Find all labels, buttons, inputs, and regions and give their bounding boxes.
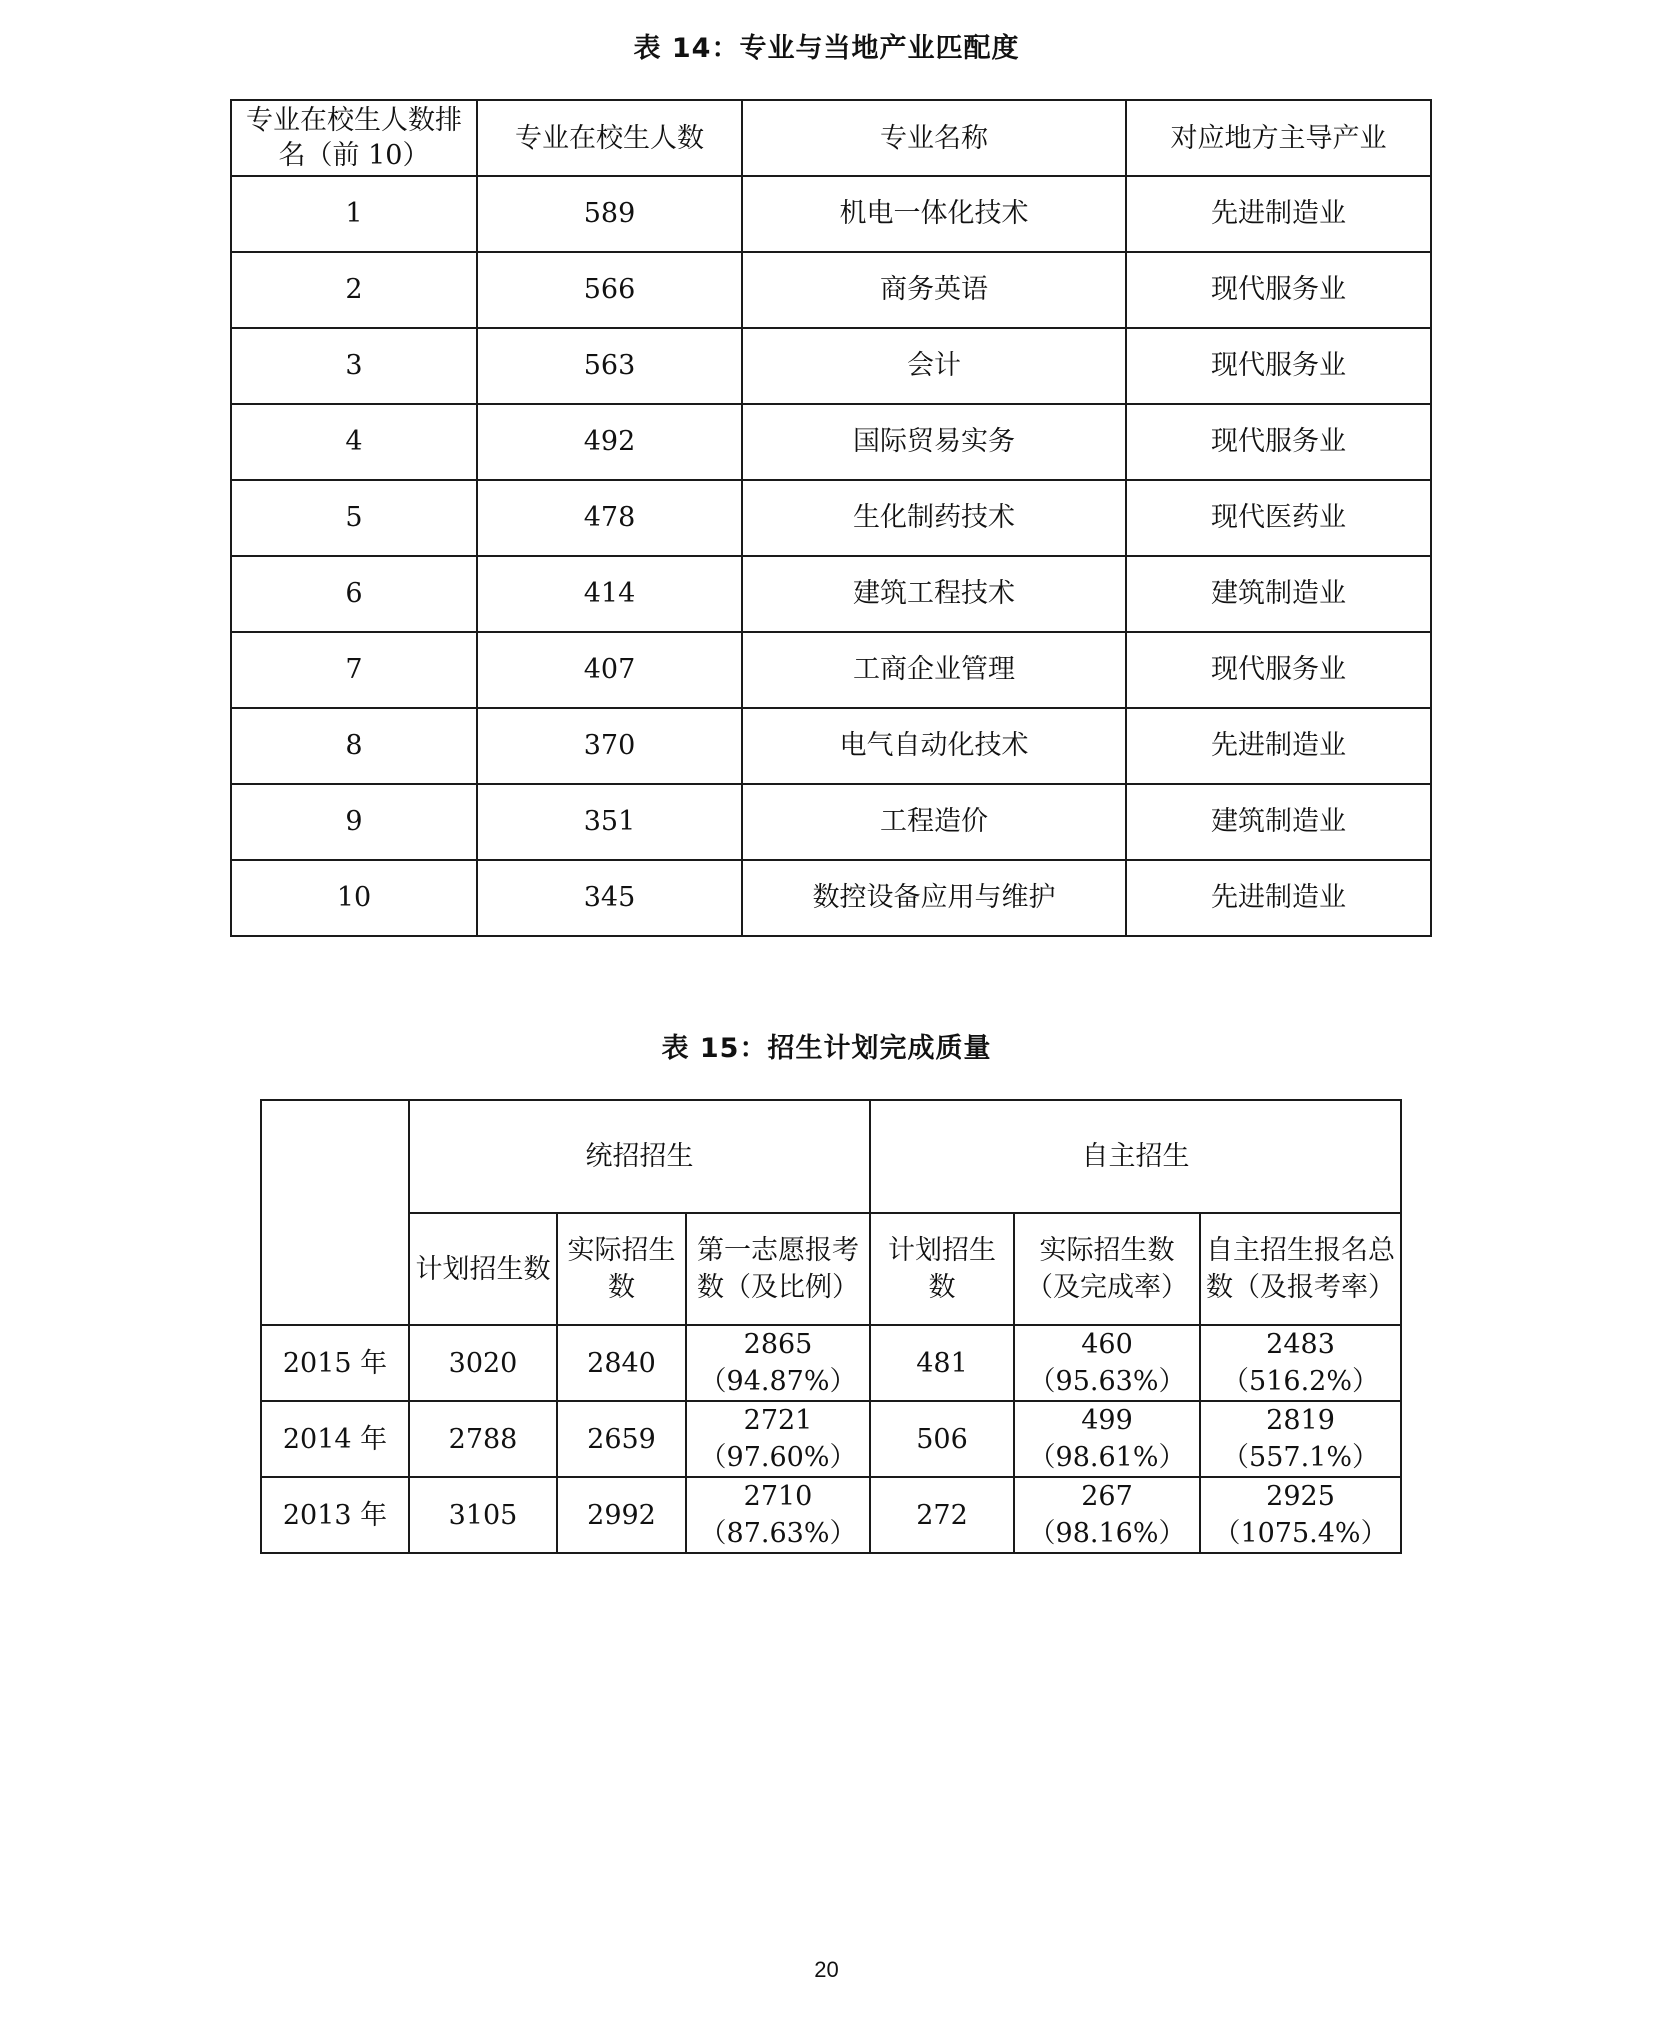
cell-rank: 6 (231, 556, 477, 632)
group-header-unified: 统招招生 (409, 1100, 870, 1213)
cell-planned-independent: 481 (870, 1325, 1014, 1401)
table15 (260, 1099, 1402, 1554)
table14-header-row (231, 100, 1431, 176)
table-row (231, 176, 1431, 252)
column-header-rank: 专业在校生人数排名（前 10） (231, 100, 477, 176)
table-row (231, 708, 1431, 784)
cell-enrollment: 414 (477, 556, 742, 632)
table-row (261, 1401, 1401, 1477)
cell-rank: 1 (231, 176, 477, 252)
cell-major: 工程造价 (742, 784, 1126, 860)
cell-major: 电气自动化技术 (742, 708, 1126, 784)
cell-first-choice: 2721（97.60%） (686, 1401, 870, 1477)
cell-rank: 4 (231, 404, 477, 480)
cell-enrollment: 370 (477, 708, 742, 784)
cell-industry: 先进制造业 (1126, 708, 1431, 784)
cell-industry: 先进制造业 (1126, 860, 1431, 936)
group-header-independent: 自主招生 (870, 1100, 1401, 1213)
cell-planned-independent: 506 (870, 1401, 1014, 1477)
table15-sub-header-row (261, 1213, 1401, 1325)
cell-actual: 2659 (557, 1401, 686, 1477)
cell-industry: 建筑制造业 (1126, 556, 1431, 632)
cell-rank: 9 (231, 784, 477, 860)
table14-caption: 表 14：专业与当地产业匹配度 (633, 33, 1020, 64)
cell-major: 数控设备应用与维护 (742, 860, 1126, 936)
column-header-major: 专业名称 (742, 100, 1126, 176)
cell-major: 国际贸易实务 (742, 404, 1126, 480)
cell-year: 2014 年 (261, 1401, 409, 1477)
page-number: 20 (814, 1957, 839, 1982)
cell-enrollment: 345 (477, 860, 742, 936)
table-row (231, 860, 1431, 936)
cell-planned: 3020 (409, 1325, 557, 1401)
cell-actual-independent: 499（98.61%） (1014, 1401, 1200, 1477)
column-header-planned-independent: 计划招生数 (870, 1213, 1014, 1325)
cell-actual: 2992 (557, 1477, 686, 1553)
table-row (261, 1477, 1401, 1553)
column-header-actual-independent: 实际招生数（及完成率） (1014, 1213, 1200, 1325)
cell-industry: 现代服务业 (1126, 252, 1431, 328)
cell-enrollment: 566 (477, 252, 742, 328)
cell-major: 生化制药技术 (742, 480, 1126, 556)
cell-enrollment: 407 (477, 632, 742, 708)
cell-planned: 2788 (409, 1401, 557, 1477)
cell-industry: 先进制造业 (1126, 176, 1431, 252)
cell-industry: 现代服务业 (1126, 404, 1431, 480)
cell-enrollment: 478 (477, 480, 742, 556)
column-header-actual: 实际招生数 (557, 1213, 686, 1325)
table-row (231, 404, 1431, 480)
cell-major: 建筑工程技术 (742, 556, 1126, 632)
cell-enrollment: 563 (477, 328, 742, 404)
cell-enrollment: 492 (477, 404, 742, 480)
cell-applicants: 2925（1075.4%） (1200, 1477, 1401, 1553)
cell-actual-independent: 267（98.16%） (1014, 1477, 1200, 1553)
table-row (261, 1325, 1401, 1401)
cell-industry: 现代医药业 (1126, 480, 1431, 556)
cell-year: 2013 年 (261, 1477, 409, 1553)
cell-rank: 8 (231, 708, 477, 784)
column-header-applicants: 自主招生报名总数（及报考率） (1200, 1213, 1401, 1325)
cell-planned-independent: 272 (870, 1477, 1014, 1553)
cell-rank: 10 (231, 860, 477, 936)
cell-first-choice: 2710（87.63%） (686, 1477, 870, 1553)
corner-cell (261, 1100, 409, 1325)
cell-major: 商务英语 (742, 252, 1126, 328)
cell-industry: 建筑制造业 (1126, 784, 1431, 860)
column-header-industry: 对应地方主导产业 (1126, 100, 1431, 176)
cell-industry: 现代服务业 (1126, 632, 1431, 708)
cell-actual-independent: 460（95.63%） (1014, 1325, 1200, 1401)
table15-group-header-row (261, 1100, 1401, 1213)
cell-rank: 5 (231, 480, 477, 556)
table-row (231, 632, 1431, 708)
cell-major: 工商企业管理 (742, 632, 1126, 708)
cell-rank: 2 (231, 252, 477, 328)
cell-year: 2015 年 (261, 1325, 409, 1401)
cell-first-choice: 2865（94.87%） (686, 1325, 870, 1401)
column-header-enrollment: 专业在校生人数 (477, 100, 742, 176)
cell-planned: 3105 (409, 1477, 557, 1553)
column-header-planned: 计划招生数 (409, 1213, 557, 1325)
cell-applicants: 2483（516.2%） (1200, 1325, 1401, 1401)
cell-major: 会计 (742, 328, 1126, 404)
cell-major: 机电一体化技术 (742, 176, 1126, 252)
cell-enrollment: 589 (477, 176, 742, 252)
table-row (231, 556, 1431, 632)
cell-applicants: 2819（557.1%） (1200, 1401, 1401, 1477)
table-row (231, 328, 1431, 404)
table-row (231, 784, 1431, 860)
cell-actual: 2840 (557, 1325, 686, 1401)
table-row (231, 480, 1431, 556)
cell-rank: 3 (231, 328, 477, 404)
cell-rank: 7 (231, 632, 477, 708)
cell-industry: 现代服务业 (1126, 328, 1431, 404)
table15-caption: 表 15：招生计划完成质量 (661, 1033, 992, 1064)
column-header-first-choice: 第一志愿报考数（及比例） (686, 1213, 870, 1325)
cell-enrollment: 351 (477, 784, 742, 860)
table14 (230, 99, 1432, 937)
table-row (231, 252, 1431, 328)
